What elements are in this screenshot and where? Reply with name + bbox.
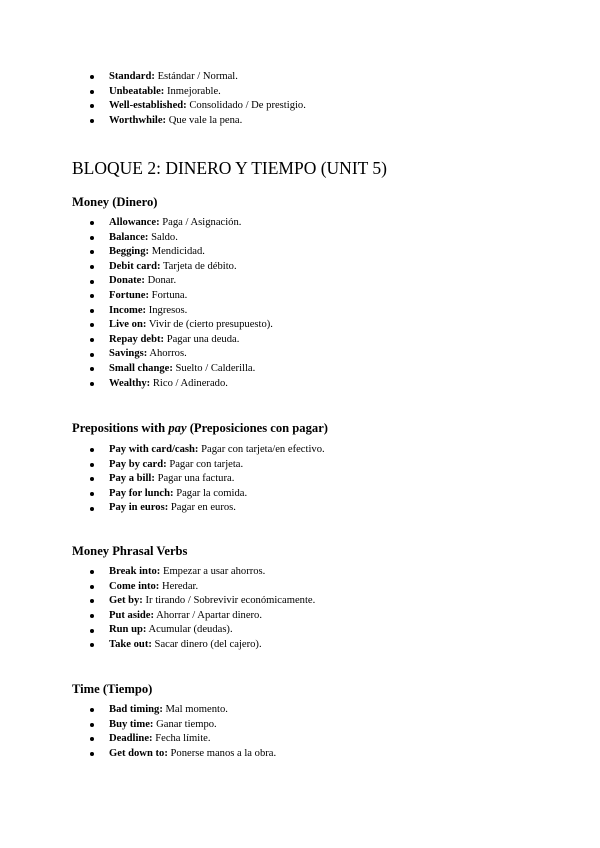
- term: Pay with card/cash:: [109, 444, 199, 455]
- list-item: [90, 362, 560, 377]
- definition: Empezar a usar ahorros.: [162, 566, 266, 577]
- term: Put aside:: [109, 609, 155, 621]
- definition: Que vale la pena.: [168, 114, 243, 126]
- term: Pay a bill:: [109, 473, 155, 485]
- definition: Vivir de (cierto presupuesto).: [148, 319, 273, 331]
- list-item: [90, 565, 560, 580]
- term: Wealthy:: [109, 377, 151, 389]
- list-item: [90, 638, 560, 653]
- term: Get down to:: [109, 747, 168, 759]
- term: Break into:: [109, 566, 161, 577]
- term: Allowance:: [109, 217, 160, 228]
- term: Come into:: [109, 580, 160, 592]
- list-item: [90, 85, 560, 100]
- definition: Sacar dinero (del cajero).: [154, 638, 262, 650]
- definition: Pagar una deuda.: [166, 333, 240, 345]
- definition: Inmejorable.: [166, 85, 221, 97]
- term: Pay by card:: [109, 458, 167, 470]
- term: Take out:: [109, 638, 152, 650]
- list-item: [90, 347, 560, 362]
- term: Get by:: [109, 595, 143, 607]
- list-item: [90, 732, 560, 747]
- term: Deadline:: [109, 733, 153, 745]
- list-item: [90, 377, 560, 392]
- definition: Suelto / Calderilla.: [175, 362, 256, 374]
- section-heading-phrasal-verbs: Money Phrasal Verbs: [72, 544, 188, 558]
- list-item: [90, 718, 560, 733]
- heading-emphasis: pay: [168, 421, 187, 435]
- term: Income:: [109, 304, 147, 316]
- time-vocabulary-list: [90, 703, 560, 761]
- term: Small change:: [109, 362, 173, 374]
- list-item: [90, 260, 560, 275]
- definition: Pagar la comida.: [176, 487, 248, 499]
- definition: Ahorrar / Apartar dinero.: [156, 609, 263, 621]
- definition: Mal momento.: [165, 704, 228, 715]
- section-heading-time: Time (Tiempo): [72, 682, 153, 696]
- list-item: [90, 231, 560, 246]
- section-heading-money: Money (Dinero): [72, 195, 158, 209]
- list-item: [90, 609, 560, 624]
- definition: Ir tirando / Sobrevivir económicamente.: [145, 595, 316, 607]
- list-item: [90, 623, 560, 638]
- list-item: [90, 501, 560, 516]
- list-item: [90, 458, 560, 473]
- heading-text: Prepositions with: [72, 421, 166, 435]
- definition: Donar.: [147, 275, 177, 287]
- list-item: [90, 443, 560, 458]
- definition: Tarjeta de débito.: [162, 260, 237, 272]
- list-item: [90, 333, 560, 348]
- term: Bad timing:: [109, 704, 163, 715]
- list-item: [90, 472, 560, 487]
- term: Pay in euros:: [109, 502, 169, 514]
- section-heading-prepositions: [72, 420, 328, 436]
- term: Donate:: [109, 275, 145, 287]
- list-item: [90, 304, 560, 319]
- definition: Heredar.: [161, 580, 199, 592]
- prepositions-list: [90, 443, 560, 516]
- term: Savings:: [109, 348, 148, 360]
- list-item: [90, 216, 560, 231]
- list-item: [90, 99, 560, 114]
- term: Worthwhile:: [109, 114, 167, 126]
- term: Begging:: [109, 246, 150, 258]
- definition: Saldo.: [151, 231, 178, 243]
- term: Balance:: [109, 231, 149, 243]
- definition: Ahorros.: [149, 348, 187, 360]
- definition: Ganar tiempo.: [156, 718, 217, 730]
- term: Live on:: [109, 319, 147, 331]
- term: Buy time:: [109, 718, 154, 730]
- list-item: [90, 594, 560, 609]
- block-title: BLOQUE 2: DINERO Y TIEMPO (UNIT 5): [72, 158, 387, 178]
- definition: Pagar con tarjeta/en efectivo.: [201, 444, 325, 455]
- definition: Consolidado / De prestigio.: [189, 100, 306, 112]
- term: Run up:: [109, 624, 147, 636]
- definition: Paga / Asignación.: [162, 217, 242, 228]
- term: Pay for lunch:: [109, 487, 174, 499]
- definition: Ingresos.: [148, 304, 188, 316]
- list-item: [90, 747, 560, 762]
- definition: Rico / Adinerado.: [152, 377, 228, 389]
- term: Standard:: [109, 71, 155, 82]
- term: Unbeatable:: [109, 85, 165, 97]
- term: Debit card:: [109, 260, 161, 272]
- definition: Pagar en euros.: [170, 502, 236, 514]
- definition: Fortuna.: [151, 289, 188, 301]
- list-item: [90, 487, 560, 502]
- intro-vocabulary-list: [90, 70, 560, 128]
- definition: Pagar con tarjeta.: [169, 458, 244, 470]
- definition: Acumular (deudas).: [148, 624, 233, 636]
- definition: Mendicidad.: [151, 246, 205, 258]
- list-item: [90, 70, 560, 85]
- definition: Ponerse manos a la obra.: [170, 747, 277, 759]
- definition: Estándar / Normal.: [157, 71, 238, 82]
- term: Well-established:: [109, 100, 187, 112]
- list-item: [90, 245, 560, 260]
- list-item: [90, 318, 560, 333]
- list-item: [90, 114, 560, 129]
- term: Fortune:: [109, 289, 150, 301]
- heading-text: (Preposiciones con pagar): [189, 421, 328, 435]
- definition: Pagar una factura.: [157, 473, 235, 485]
- term: Repay debt:: [109, 333, 165, 345]
- list-item: [90, 703, 560, 718]
- list-item: [90, 289, 560, 304]
- list-item: [90, 580, 560, 595]
- definition: Fecha límite.: [155, 733, 211, 745]
- phrasal-verbs-list: [90, 565, 560, 653]
- money-vocabulary-list: [90, 216, 560, 391]
- list-item: [90, 274, 560, 289]
